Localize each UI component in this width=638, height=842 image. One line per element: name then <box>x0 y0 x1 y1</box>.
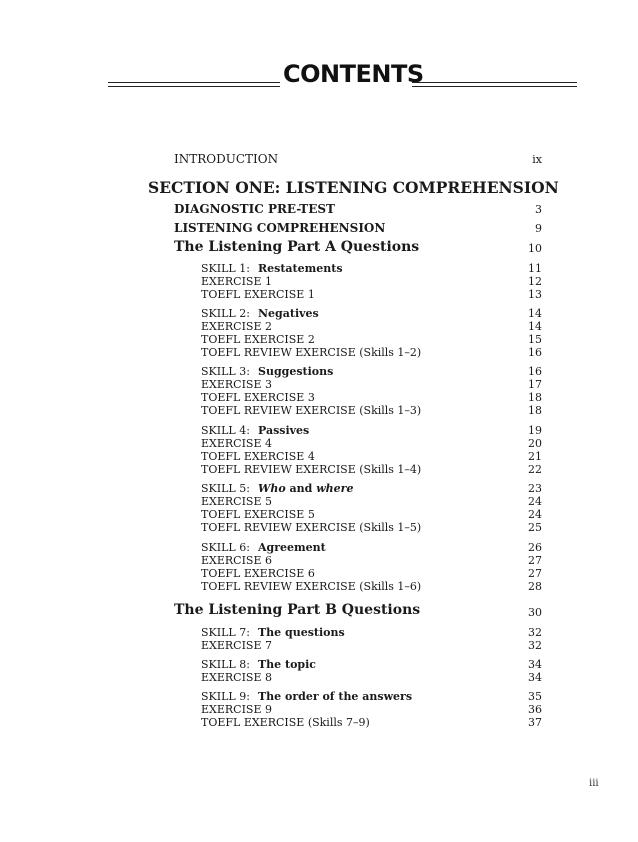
toc-page: 28 <box>528 580 542 593</box>
toc-label: EXERCISE 6 <box>201 554 272 567</box>
header-rule-left-thin <box>108 86 280 87</box>
toc-label: EXERCISE 9 <box>201 703 272 716</box>
toc-label: TOEFL EXERCISE 2 <box>201 333 315 346</box>
toc-page: 17 <box>528 378 542 391</box>
toc-label: TOEFL REVIEW EXERCISE (Skills 1–3) <box>201 404 422 417</box>
toc-section-label: SECTION ONE: LISTENING COMPREHENSION <box>148 178 559 197</box>
toc-label: TOEFL EXERCISE 5 <box>201 508 315 521</box>
toc-page: 3 <box>535 203 542 216</box>
toc-page: 37 <box>528 716 542 729</box>
skill-name-who: Who <box>258 482 286 495</box>
skill-number: SKILL 9: <box>201 690 250 703</box>
skill-name: The topic <box>258 658 316 671</box>
toc-label: EXERCISE 8 <box>201 671 272 684</box>
toc-page: 27 <box>528 567 542 580</box>
header-rule-right-thin <box>412 86 577 87</box>
skill-name: Suggestions <box>258 365 334 378</box>
toc-page: 30 <box>528 606 542 619</box>
toc-page: 9 <box>535 222 542 235</box>
skill-name-where: where <box>316 482 354 495</box>
toc-label: LISTENING COMPREHENSION <box>174 221 386 235</box>
toc-label: TOEFL REVIEW EXERCISE (Skills 1–6) <box>201 580 422 593</box>
skill-number: SKILL 1: <box>201 262 250 275</box>
toc-page: 12 <box>528 275 542 288</box>
toc-page: 15 <box>528 333 542 346</box>
toc-page: 19 <box>528 424 542 437</box>
toc-page: 14 <box>528 320 542 333</box>
skill-name: Agreement <box>258 541 326 554</box>
toc-page: 23 <box>528 482 542 495</box>
toc-label: EXERCISE 3 <box>201 378 272 391</box>
toc-label: INTRODUCTION <box>174 152 279 166</box>
skill-name: Negatives <box>258 307 319 320</box>
toc-label: DIAGNOSTIC PRE-TEST <box>174 202 335 216</box>
page-number: iii <box>589 778 599 789</box>
skill-name: Passives <box>258 424 310 437</box>
toc-label: TOEFL EXERCISE (Skills 7–9) <box>201 716 370 729</box>
toc-page: 10 <box>528 242 542 255</box>
page-title: CONTENTS <box>283 60 424 88</box>
toc-page: 16 <box>528 346 542 359</box>
skill-name: Restatements <box>258 262 343 275</box>
toc-label: TOEFL REVIEW EXERCISE (Skills 1–2) <box>201 346 422 359</box>
skill-number: SKILL 3: <box>201 365 250 378</box>
toc-part-label: The Listening Part B Questions <box>174 602 421 618</box>
toc-label: TOEFL EXERCISE 3 <box>201 391 315 404</box>
toc-page: 21 <box>528 450 542 463</box>
toc-page: 18 <box>528 391 542 404</box>
toc-label: EXERCISE 5 <box>201 495 272 508</box>
skill-name: The questions <box>258 626 345 639</box>
skill-number: SKILL 5: <box>201 482 250 495</box>
toc-page: 11 <box>528 262 542 275</box>
toc-page: 20 <box>528 437 542 450</box>
toc-page: 16 <box>528 365 542 378</box>
toc-page: 25 <box>528 521 542 534</box>
toc-label: EXERCISE 7 <box>201 639 272 652</box>
toc-page: 35 <box>528 690 542 703</box>
skill-number: SKILL 2: <box>201 307 250 320</box>
toc-page: 27 <box>528 554 542 567</box>
toc-label: TOEFL EXERCISE 4 <box>201 450 315 463</box>
toc-label: TOEFL REVIEW EXERCISE (Skills 1–4) <box>201 463 422 476</box>
skill-number: SKILL 6: <box>201 541 250 554</box>
toc-page: 36 <box>528 703 542 716</box>
skill-number: SKILL 4: <box>201 424 250 437</box>
toc-page: 32 <box>528 626 542 639</box>
toc-label: EXERCISE 1 <box>201 275 272 288</box>
toc-page: ix <box>532 153 542 166</box>
toc-page: 18 <box>528 404 542 417</box>
toc-page: 22 <box>528 463 542 476</box>
toc-page: 32 <box>528 639 542 652</box>
toc-page: 34 <box>528 671 542 684</box>
toc-label: EXERCISE 2 <box>201 320 272 333</box>
skill-name: The order of the answers <box>258 690 413 703</box>
toc-label: EXERCISE 4 <box>201 437 272 450</box>
toc-part-label: The Listening Part A Questions <box>174 239 420 255</box>
toc-page: 24 <box>528 508 542 521</box>
toc-page: 24 <box>528 495 542 508</box>
toc-page: 14 <box>528 307 542 320</box>
toc-page: 13 <box>528 288 542 301</box>
header-rule-left <box>108 82 280 83</box>
header-rule-right <box>412 82 577 83</box>
toc-page: 34 <box>528 658 542 671</box>
toc-label: TOEFL EXERCISE 6 <box>201 567 315 580</box>
skill-name-and: and <box>285 482 317 495</box>
toc-page: 26 <box>528 541 542 554</box>
toc-label: TOEFL EXERCISE 1 <box>201 288 315 301</box>
toc-label: TOEFL REVIEW EXERCISE (Skills 1–5) <box>201 521 422 534</box>
skill-number: SKILL 7: <box>201 626 250 639</box>
skill-number: SKILL 8: <box>201 658 250 671</box>
